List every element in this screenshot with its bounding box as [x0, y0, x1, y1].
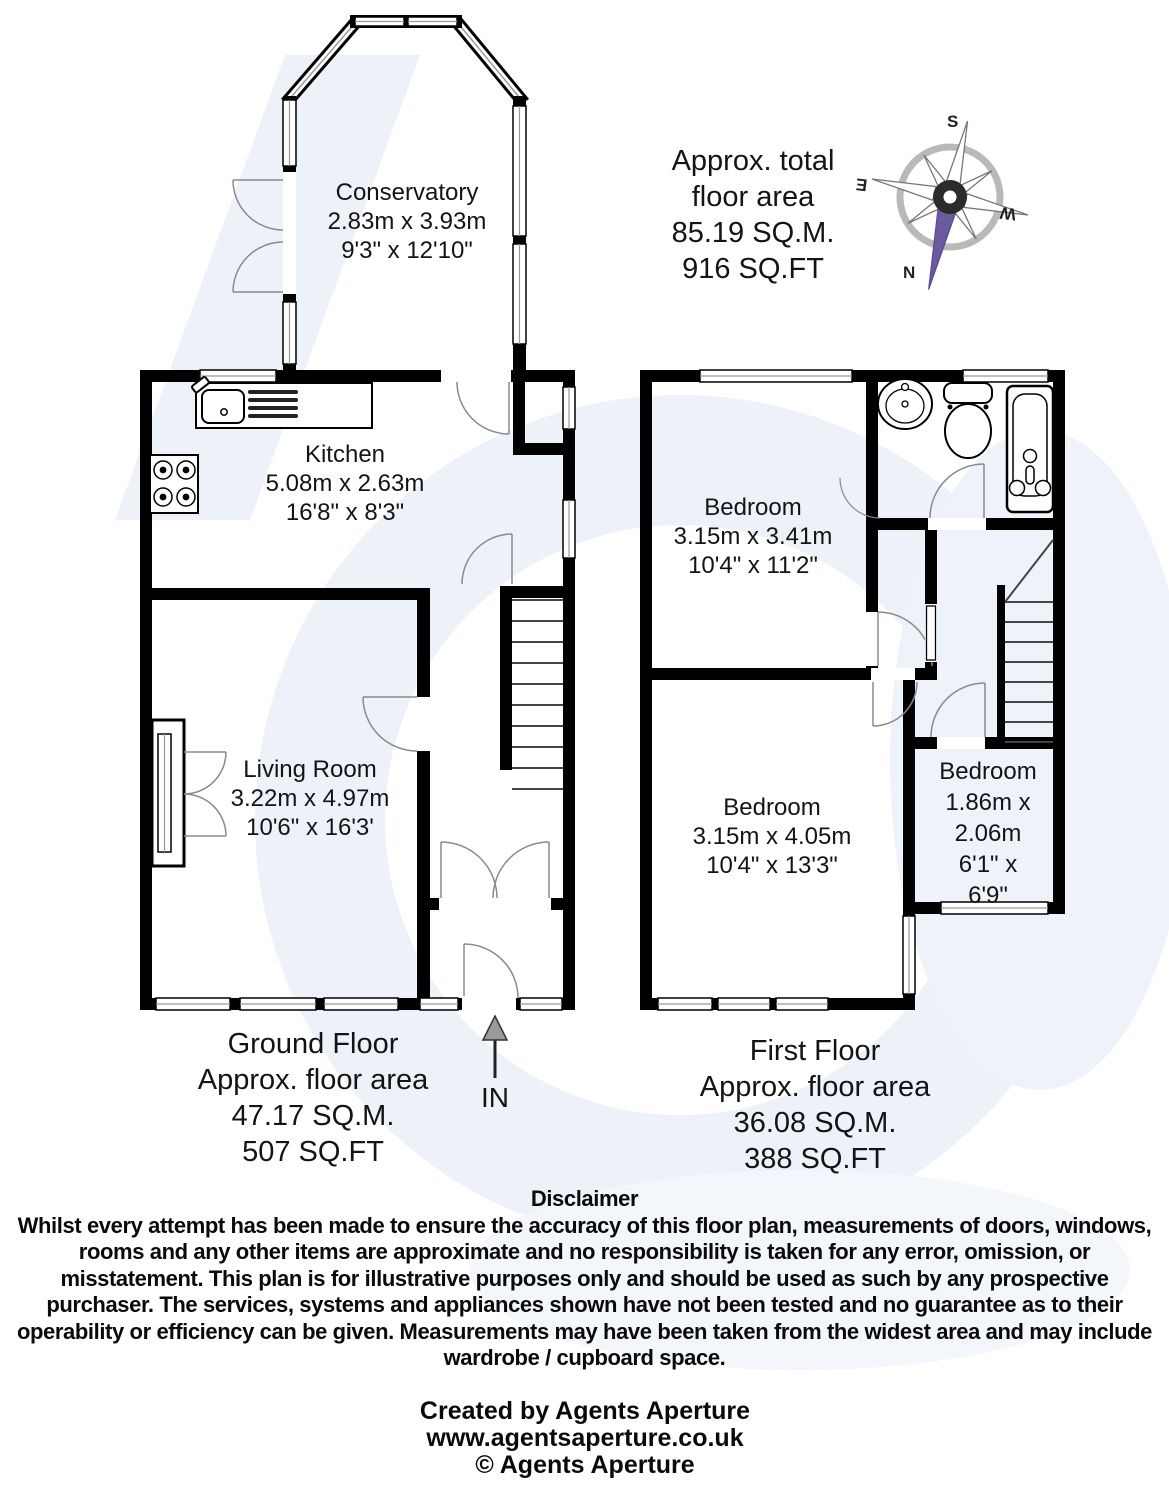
floor-area-line: 507 SQ.FT [242, 1136, 384, 1168]
disclaimer-title: Disclaimer [530, 1186, 639, 1211]
floor-area-line: 47.17 SQ.M. [231, 1100, 395, 1132]
floor-title: Ground Floor [227, 1028, 399, 1060]
cupboard-door [927, 606, 936, 660]
total-area-line: 85.19 SQ.M. [671, 217, 835, 249]
entrance-label: IN [481, 1082, 509, 1113]
room-metric: 1.86m x [945, 789, 1031, 816]
room-name: Bedroom [704, 494, 802, 521]
room-imperial: 10'4" x 11'2" [688, 552, 818, 579]
footer-line: © Agents Aperture [475, 1451, 695, 1479]
stairs-ground [512, 600, 563, 789]
room-metric: 3.15m x 3.41m [673, 523, 833, 550]
room-imperial: 10'6" x 16'3' [246, 814, 374, 841]
room-name: Living Room [243, 756, 377, 783]
bathtub-icon [1007, 386, 1053, 512]
kitchen-counter [191, 376, 372, 428]
compass-s: S [947, 112, 959, 131]
room-imperial: 16'8" x 8'3" [285, 499, 405, 526]
conservatory-label [257, 178, 557, 265]
bathroom-sink-icon [878, 379, 932, 429]
room-imperial: 6'1" x [958, 851, 1018, 878]
room-name: Bedroom [939, 758, 1037, 785]
toilet-icon [944, 383, 992, 458]
bedroom3-label [898, 756, 1078, 911]
room-metric: 3.22m x 4.97m [230, 785, 390, 812]
room-imperial: 10'4" x 13'3" [706, 852, 838, 879]
total-area-line: floor area [691, 181, 815, 213]
room-name: Bedroom [723, 794, 821, 821]
bedroom2-label [622, 793, 922, 880]
hob-icon [150, 455, 198, 513]
room-name: Conservatory [335, 179, 479, 206]
footer-line: www.agentsaperture.co.uk [426, 1424, 744, 1452]
total-area-label [598, 143, 908, 287]
disclaimer-body: Whilst every attempt has been made to ensure the accuracy of this floor plan, measurements of doors, windows, rooms and any other items are approximate and no responsibility is taken for any error, omission, or misstatement. This plan is for illustrative purposes only and should be used as such by any prospective purchaser. The services, systems and appliances shown have not been tested and no guarantee as to their operability or efficiency can be given. Measurements may have been taken from the widest area and may include wardrobe / cupboard space. [16, 1212, 1153, 1370]
compass-n: N [903, 263, 916, 282]
floor-area-line: Approx. floor area [197, 1064, 429, 1096]
floor-area-line: Approx. floor area [699, 1071, 931, 1103]
footer-line: Created by Agents Aperture [419, 1397, 751, 1425]
room-imperial: 6'9" [968, 882, 1008, 909]
room-name: Kitchen [304, 441, 386, 468]
compass-w: W [998, 203, 1018, 224]
room-metric: 3.15m x 4.05m [692, 823, 852, 850]
room-imperial: 9'3" x 12'10" [341, 237, 473, 264]
room-metric: 5.08m x 2.63m [265, 470, 425, 497]
living-room-label [160, 755, 460, 842]
floor-title: First Floor [749, 1035, 881, 1067]
double-doors [441, 842, 549, 898]
room-metric: 2.83m x 3.93m [327, 208, 487, 235]
kitchen-label [195, 440, 495, 527]
front-door [464, 944, 518, 998]
sink-icon [202, 390, 244, 423]
first-floor-label [665, 1033, 965, 1177]
total-area-line: 916 SQ.FT [682, 253, 824, 285]
floor-area-line: 36.08 SQ.M. [733, 1107, 897, 1139]
floor-area-line: 388 SQ.FT [744, 1143, 886, 1175]
door-conservatory [457, 382, 509, 434]
footer-credit [285, 1398, 885, 1479]
room-metric: 2.06m [954, 820, 1022, 847]
bedroom1-label [603, 493, 903, 580]
compass-e: E [854, 174, 869, 195]
total-area-line: Approx. total [671, 145, 835, 177]
ground-floor-label [163, 1026, 463, 1170]
disclaimer [12, 1186, 1157, 1372]
